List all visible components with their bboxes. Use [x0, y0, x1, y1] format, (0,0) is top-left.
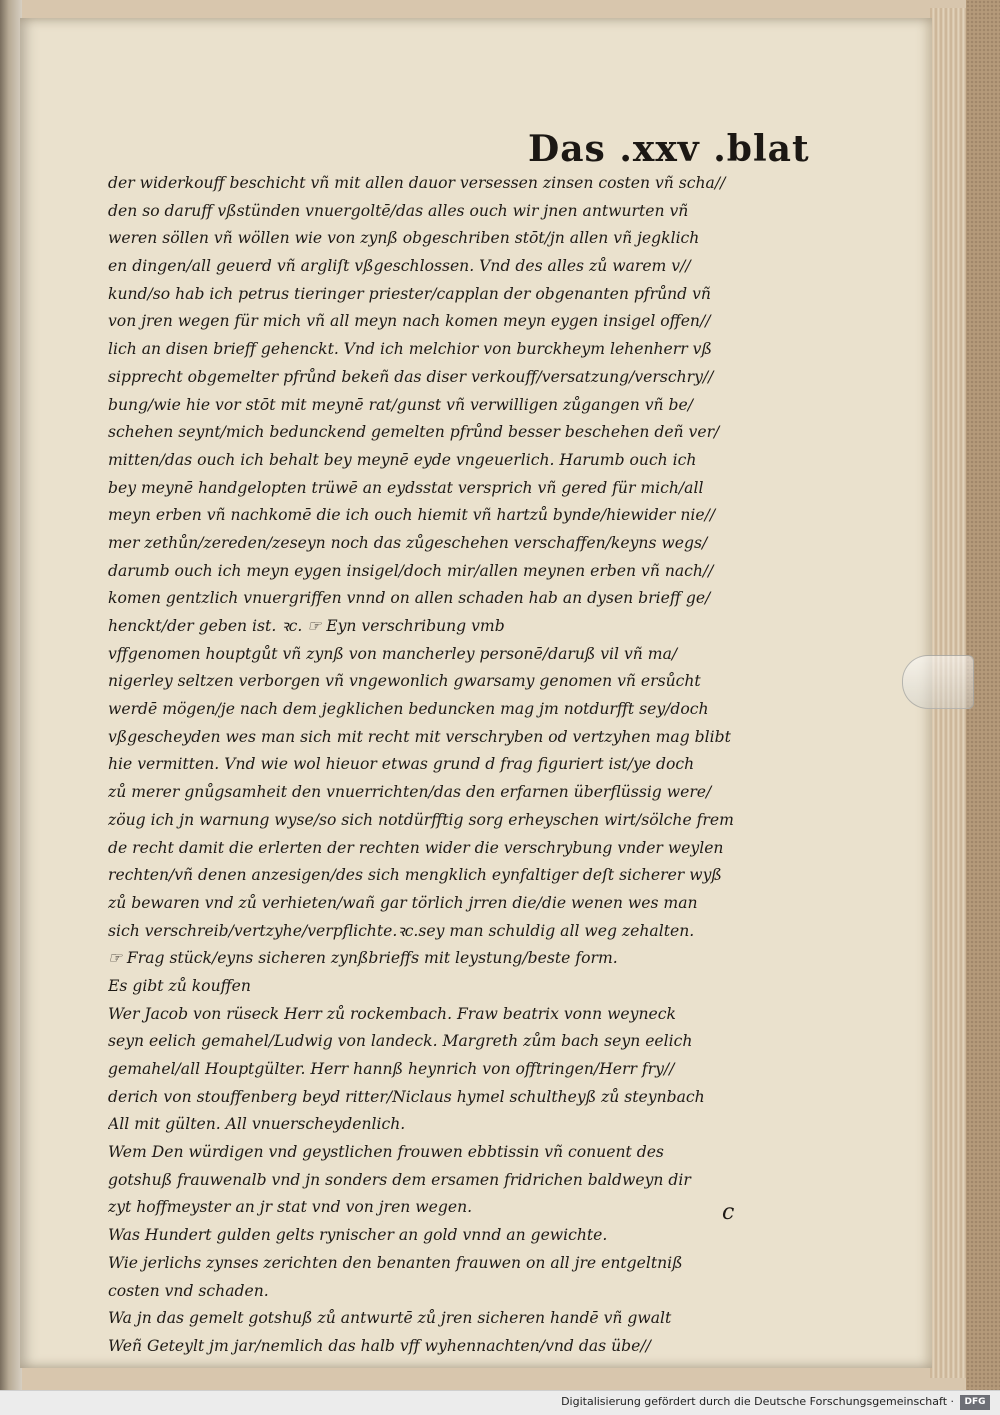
text-line: hie vermitten. Vnd wie wol hieuor etwas grund d frag figuriert ist/ye doch [108, 755, 695, 774]
text-line: zů bewaren vnd zů verhieten/wañ gar törlich jrren die/die wenen wes man [108, 893, 698, 912]
text-line: sich verschreib/vertzyhe/verpflichte.ꝛc.sey man schuldig all weg zehalten. [108, 921, 695, 940]
text-line: von jren wegen für mich vñ all meyn nach komen meyn eygen insigel offen// [108, 312, 711, 331]
text-line: rechten/vñ denen anzesigen/des sich mengklich eynfaltiger deſt sicherer wyß [108, 866, 722, 885]
text-line: bey meynē handgelopten trüwē an eydsstat versprich vñ gered für mich/all [108, 478, 704, 497]
text-line: Wer Jacob von rüseck Herr zů rockembach. Fraw beatrix vonn weyneck [108, 1004, 676, 1023]
text-line: zyt hoffmeyster an jr stat vnd von jren wegen. [108, 1198, 473, 1217]
footer-bar [0, 1390, 1000, 1415]
text-line: mitten/das ouch ich behalt bey meynē eyde vngeuerlich. Harumb ouch ich [108, 450, 697, 469]
text-line: vffgenomen houptgůt vñ zynß von mancherley personē/daruß vil vñ ma/ [108, 644, 678, 663]
text-line: en dingen/all geuerd vñ argliſt vßgeschlossen. Vnd des alles zů warem v// [108, 257, 691, 276]
text-line: der widerkouff beschicht vñ mit allen dauor versessen zinsen costen vñ scha// [108, 174, 726, 192]
text-line: Wa jn das gemelt gotshuß zů antwurtē zů jren sicheren handē vñ gwalt [108, 1309, 672, 1328]
text-line: schehen seynt/mich bedunckend gemelten pfrůnd besser beschehen deñ ver/ [108, 423, 720, 442]
page-clip [902, 655, 974, 709]
page-body-text [108, 170, 798, 1361]
text-line: Weñ Geteylt jm jar/nemlich das halb vff wyhennachten/vnd das übe// [108, 1336, 651, 1355]
text-line: costen vnd schaden. [108, 1281, 269, 1300]
text-line: werdē mögen/je nach dem jegklichen beduncken mag jm notdurfft sey/doch [108, 700, 709, 719]
text-line: lich an disen brieff gehenckt. Vnd ich melchior von burckheym lehenherr vß [108, 340, 712, 359]
text-line: gemahel/all Houptgülter. Herr hannß heynrich von offtringen/Herr fry// [108, 1060, 675, 1078]
text-line: ☞ Frag stück/eyns sicheren zynßbrieffs mit leystung/beste form. [108, 949, 618, 968]
text-line: Was Hundert gulden gelts rynischer an gold vnnd an gewichte. [108, 1226, 608, 1245]
text-line: All mit gülten. All vnuerscheydenlich. [108, 1115, 406, 1134]
text-line: komen gentzlich vnuergriffen vnnd on allen schaden hab an dysen brieff ge/ [108, 589, 711, 608]
text-line: gotshuß frauwenalb vnd jn sonders dem ersamen fridrichen baldweyn dir [108, 1170, 691, 1189]
text-line: darumb ouch ich meyn eygen insigel/doch mir/allen meynen erben vñ nach// [108, 561, 714, 580]
text-line: zů merer gnůgsamheit den vnuerrichten/das den erfarnen überflüssig were/ [108, 783, 712, 802]
text-line: vßgescheyden wes man sich mit recht mit verschryben od vertzyhen mag blibt [108, 727, 731, 746]
text-line: mer zethůn/zereden/zeseyn noch das zůgeschehen verschaffen/keyns wegs/ [108, 533, 708, 552]
signature-mark: c [722, 1200, 735, 1225]
text-line: seyn eelich gemahel/Ludwig von landeck. Margreth zům bach seyn eelich [108, 1032, 693, 1051]
text-line: weren söllen vñ wöllen wie von zynß obgeschriben stōt/jn allen vñ jegklich [108, 229, 700, 248]
dfg-logo-icon: DFG [960, 1395, 990, 1410]
text-line: derich von stouffenberg beyd ritter/Niclaus hymel schultheyß zů steynbach [108, 1087, 705, 1106]
text-line: Es gibt zů kouffen [108, 976, 251, 995]
text-line: henckt/der geben ist. ꝛc. ☞ Eyn verschribung vmb [108, 617, 505, 635]
facing-page-edge [0, 0, 22, 1390]
text-line: sipprecht obgemelter pfrůnd bekeñ das diser verkouff/versatzung/verschry// [108, 367, 714, 386]
page-header: Das .xxv .blat [528, 128, 810, 170]
text-line: Wie jerlichs zynses zerichten den benanten frauwen on all jre entgeltniß [108, 1253, 683, 1272]
text-line: de recht damit die erlerten der rechten wider die verschrybung vnder weylen [108, 838, 724, 857]
text-line: zöug ich jn warnung wyse/so sich notdürfftig sorg erheyschen wirt/sölche frem [108, 810, 734, 829]
text-line: nigerley seltzen verborgen vñ vngewonlich gwarsamy genomen vñ ersůcht [108, 672, 701, 691]
text-line: meyn erben vñ nachkomē die ich ouch hiemit vñ hartzů bynde/hiewider nie// [108, 506, 716, 525]
text-line: bung/wie hie vor stōt mit meynē rat/gunst vñ verwilligen zůgangen vñ be/ [108, 395, 694, 414]
text-line: kund/so hab ich petrus tieringer priester/capplan der obgenanten pfrůnd vñ [108, 284, 711, 303]
text-line: den so daruff vßstünden vnuergoltē/das alles ouch wir jnen antwurten vñ [108, 201, 689, 220]
text-line: Wem Den würdigen vnd geystlichen frouwen ebbtissin vñ conuent des [108, 1143, 664, 1162]
footer-credit-text: Digitalisierung gefördert durch die Deutsche Forschungsgemeinschaft · [561, 1395, 954, 1408]
